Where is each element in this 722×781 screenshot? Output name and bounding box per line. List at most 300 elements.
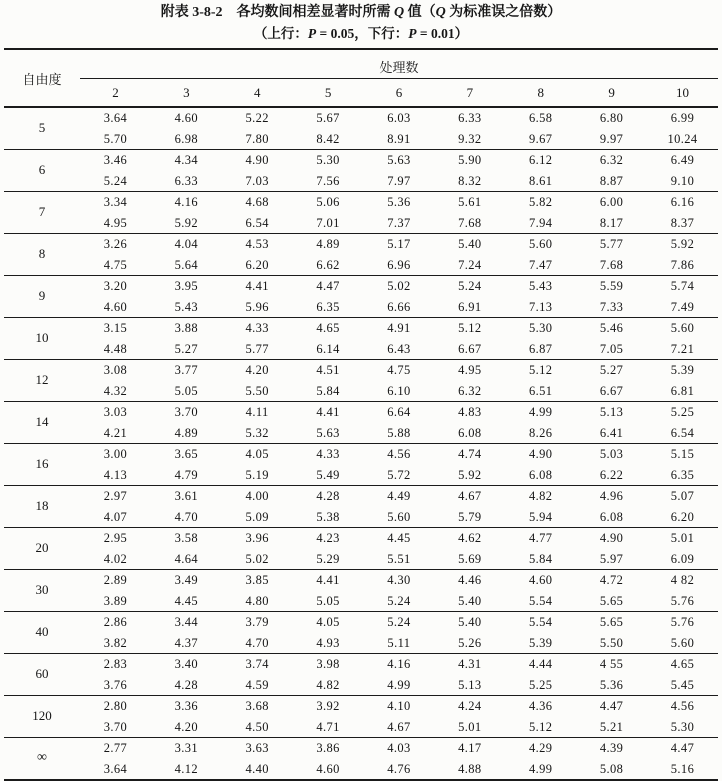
q-value-cell: 6.54 bbox=[670, 425, 695, 440]
q-value-cell: 7.94 bbox=[528, 215, 553, 230]
q-value-cell: 5.21 bbox=[599, 719, 624, 734]
q-value-cell: 5.01 bbox=[647, 528, 718, 549]
q-value-cell: 8.37 bbox=[670, 215, 695, 230]
q-value-cell: 4.60 bbox=[103, 299, 128, 314]
q-value-cell: 4.95 bbox=[103, 215, 128, 230]
q-value-cell: 4.95 bbox=[434, 360, 505, 381]
q-value-cell: 8.87 bbox=[599, 173, 624, 188]
q-value-cell: 5.76 bbox=[670, 593, 695, 608]
q-value-cell: 3.46 bbox=[80, 150, 151, 171]
italic-symbol: Q bbox=[394, 5, 405, 20]
q-value-cell: 5.40 bbox=[434, 234, 505, 255]
table-header bbox=[4, 49, 718, 107]
q-value-cell: 3.65 bbox=[151, 444, 222, 465]
q-value-cell: 6.96 bbox=[387, 257, 411, 272]
df-cell: 18 bbox=[4, 486, 80, 528]
q-value-cell: 5.50 bbox=[599, 635, 624, 650]
q-value-cell: 5.32 bbox=[245, 425, 269, 440]
q-value-cell: 5.01 bbox=[458, 719, 482, 734]
df-cell: 20 bbox=[4, 528, 80, 570]
q-value-cell: 5.02 bbox=[245, 551, 269, 566]
q-value-cell: 8.42 bbox=[316, 131, 340, 146]
q-value-cell: 6.43 bbox=[387, 341, 411, 356]
q-value-cell: 4.47 bbox=[576, 696, 647, 717]
q-value-cell: 5.67 bbox=[293, 107, 364, 129]
q-value-cell: 4.41 bbox=[293, 570, 364, 591]
q-value-cell: 9.67 bbox=[528, 131, 553, 146]
q-value-cell: 5.92 bbox=[458, 467, 482, 482]
q-value-cell: 5.94 bbox=[528, 509, 553, 524]
q-value-cell: 6.51 bbox=[528, 383, 553, 398]
q-value-cell: 2.89 bbox=[80, 570, 151, 591]
q-value-cell: 7.68 bbox=[599, 257, 624, 272]
q-value-cell: 4.00 bbox=[222, 486, 293, 507]
q-value-cell: 5.13 bbox=[576, 402, 647, 423]
q-value-cell: 4.67 bbox=[434, 486, 505, 507]
q-value-cell: 3.88 bbox=[151, 318, 222, 339]
q-value-table bbox=[4, 48, 718, 781]
q-value-cell: 4.21 bbox=[103, 425, 128, 440]
q-value-cell: 3.58 bbox=[151, 528, 222, 549]
header-row-top bbox=[4, 49, 718, 79]
q-value-cell: 4.72 bbox=[576, 570, 647, 591]
q-value-cell: 4.41 bbox=[222, 276, 293, 297]
q-value-cell: 5.36 bbox=[599, 677, 624, 692]
q-value-cell: 5.17 bbox=[364, 234, 435, 255]
table-body bbox=[4, 107, 718, 780]
row-df-16-p05 bbox=[4, 444, 718, 465]
q-value-cell: 3.79 bbox=[222, 612, 293, 633]
q-value-cell: 4.46 bbox=[434, 570, 505, 591]
italic-symbol: P bbox=[408, 26, 417, 41]
q-value-cell: 4.05 bbox=[222, 444, 293, 465]
q-value-cell: 4.28 bbox=[174, 677, 199, 692]
row-df-∞-p05 bbox=[4, 738, 718, 759]
q-value-cell: 6.09 bbox=[670, 551, 695, 566]
q-value-cell: 4.71 bbox=[316, 719, 340, 734]
q-value-cell: 5.84 bbox=[316, 383, 340, 398]
q-value-cell: 5.30 bbox=[670, 719, 695, 734]
q-value-cell: 3.08 bbox=[80, 360, 151, 381]
q-value-cell: 7.33 bbox=[599, 299, 624, 314]
q-value-cell: 5.12 bbox=[528, 719, 553, 734]
q-value-cell: 5.54 bbox=[505, 612, 576, 633]
row-df-∞-p01 bbox=[4, 759, 718, 781]
df-cell: 120 bbox=[4, 696, 80, 738]
q-value-cell: 5.02 bbox=[364, 276, 435, 297]
row-df-40-p01 bbox=[4, 633, 718, 654]
row-df-30-p01 bbox=[4, 591, 718, 612]
q-value-cell: 5.43 bbox=[174, 299, 199, 314]
q-value-cell: 4.07 bbox=[103, 509, 128, 524]
q-value-cell: 3.26 bbox=[80, 234, 151, 255]
q-value-cell: 6.80 bbox=[576, 107, 647, 129]
q-value-cell: 5.54 bbox=[528, 593, 553, 608]
df-cell: 12 bbox=[4, 360, 80, 402]
q-value-cell: 4.16 bbox=[151, 192, 222, 213]
q-value-cell: 3.20 bbox=[80, 276, 151, 297]
q-value-cell: 5.92 bbox=[647, 234, 718, 255]
q-value-cell: 4.47 bbox=[647, 738, 718, 759]
q-value-cell: 9.10 bbox=[670, 173, 695, 188]
q-value-cell: 4.99 bbox=[387, 677, 411, 692]
df-cell: 16 bbox=[4, 444, 80, 486]
q-value-cell: 4.70 bbox=[245, 635, 269, 650]
q-value-cell: 4.90 bbox=[576, 528, 647, 549]
q-value-cell: 5.60 bbox=[505, 234, 576, 255]
q-value-cell: 3.64 bbox=[103, 761, 128, 776]
q-value-cell: 3.61 bbox=[151, 486, 222, 507]
q-value-cell: 5.65 bbox=[599, 593, 624, 608]
q-value-cell: 4.28 bbox=[293, 486, 364, 507]
q-value-cell: 2.95 bbox=[80, 528, 151, 549]
q-value-cell: 4.10 bbox=[364, 696, 435, 717]
q-value-cell: 6.16 bbox=[647, 192, 718, 213]
df-cell: 40 bbox=[4, 612, 80, 654]
q-value-cell: 4.82 bbox=[316, 677, 340, 692]
q-value-cell: 5.92 bbox=[174, 215, 199, 230]
q-value-cell: 5.96 bbox=[245, 299, 269, 314]
q-value-cell: 5.88 bbox=[387, 425, 411, 440]
q-value-cell: 5.60 bbox=[647, 318, 718, 339]
q-value-cell: 5.27 bbox=[576, 360, 647, 381]
q-value-cell: 7.56 bbox=[316, 173, 340, 188]
q-value-cell: 5.24 bbox=[103, 173, 128, 188]
col-header-6: 6 bbox=[364, 79, 435, 108]
q-value-cell: 5.30 bbox=[505, 318, 576, 339]
df-cell: 7 bbox=[4, 192, 80, 234]
q-value-cell: 4.88 bbox=[458, 761, 482, 776]
q-value-cell: 5.03 bbox=[576, 444, 647, 465]
df-cell: 9 bbox=[4, 276, 80, 318]
q-value-cell: 5.69 bbox=[458, 551, 482, 566]
q-value-cell: 9.32 bbox=[458, 131, 482, 146]
q-value-cell: 4.60 bbox=[151, 107, 222, 129]
italic-symbol: P bbox=[307, 26, 317, 41]
q-value-cell: 5.51 bbox=[387, 551, 411, 566]
q-value-cell: 4.30 bbox=[364, 570, 435, 591]
q-value-cell: 4.11 bbox=[222, 402, 293, 423]
q-value-cell: 5.61 bbox=[434, 192, 505, 213]
q-value-cell: 5.24 bbox=[387, 593, 411, 608]
q-value-cell: 2.80 bbox=[80, 696, 151, 717]
q-value-cell: 6.00 bbox=[576, 192, 647, 213]
text-run: 为标准误之倍数） bbox=[445, 5, 562, 20]
q-value-cell: 6.91 bbox=[458, 299, 482, 314]
q-value-cell: 4.20 bbox=[222, 360, 293, 381]
q-value-cell: 4.47 bbox=[293, 276, 364, 297]
q-value-cell: 7.24 bbox=[458, 257, 482, 272]
q-value-cell: 4 55 bbox=[576, 654, 647, 675]
row-df-12-p05 bbox=[4, 360, 718, 381]
q-value-cell: 2.97 bbox=[80, 486, 151, 507]
q-value-cell: 5.45 bbox=[670, 677, 695, 692]
row-df-10-p05 bbox=[4, 318, 718, 339]
q-value-cell: 4.89 bbox=[293, 234, 364, 255]
q-value-cell: 8.17 bbox=[599, 215, 624, 230]
q-value-cell: 6.54 bbox=[245, 215, 269, 230]
q-value-cell: 9.97 bbox=[599, 131, 624, 146]
q-value-cell: 4.49 bbox=[364, 486, 435, 507]
q-value-cell: 6.33 bbox=[174, 173, 199, 188]
q-value-cell: 4.80 bbox=[245, 593, 269, 608]
q-value-cell: 3.49 bbox=[151, 570, 222, 591]
df-cell: 6 bbox=[4, 150, 80, 192]
q-value-cell: 5.72 bbox=[387, 467, 411, 482]
q-value-cell: 4.91 bbox=[364, 318, 435, 339]
q-value-cell: 6.22 bbox=[599, 467, 624, 482]
q-value-cell: 6.67 bbox=[458, 341, 482, 356]
q-value-cell: 4.40 bbox=[245, 761, 269, 776]
q-value-cell: 5.50 bbox=[245, 383, 269, 398]
q-value-cell: 5.90 bbox=[434, 150, 505, 171]
row-df-7-p05 bbox=[4, 192, 718, 213]
q-value-cell: 3.63 bbox=[222, 738, 293, 759]
q-value-cell: 6.62 bbox=[316, 257, 340, 272]
q-value-cell: 4.33 bbox=[293, 444, 364, 465]
q-value-cell: 5.49 bbox=[316, 467, 340, 482]
df-header: 自由度 bbox=[4, 49, 80, 107]
q-value-cell: 4.65 bbox=[293, 318, 364, 339]
q-value-cell: 5.06 bbox=[293, 192, 364, 213]
q-value-cell: 6.33 bbox=[434, 107, 505, 129]
q-value-cell: 5.26 bbox=[458, 635, 482, 650]
q-value-cell: 8.26 bbox=[528, 425, 553, 440]
q-value-cell: 4.12 bbox=[174, 761, 199, 776]
q-value-cell: 3.92 bbox=[293, 696, 364, 717]
q-value-cell: 4.79 bbox=[174, 467, 199, 482]
q-value-cell: 4.90 bbox=[222, 150, 293, 171]
q-value-cell: 3.89 bbox=[103, 593, 128, 608]
q-value-cell: 4.16 bbox=[364, 654, 435, 675]
q-value-cell: 6.03 bbox=[364, 107, 435, 129]
q-value-cell: 3.76 bbox=[103, 677, 128, 692]
q-value-cell: 3.34 bbox=[80, 192, 151, 213]
q-value-cell: 4.41 bbox=[293, 402, 364, 423]
q-value-cell: 5.09 bbox=[245, 509, 269, 524]
q-value-cell: 5.40 bbox=[434, 612, 505, 633]
q-value-cell: 5.63 bbox=[316, 425, 340, 440]
q-value-cell: 4.59 bbox=[245, 677, 269, 692]
italic-symbol: Q bbox=[435, 5, 446, 20]
q-value-cell: 4.62 bbox=[434, 528, 505, 549]
q-value-cell: 6.58 bbox=[505, 107, 576, 129]
row-df-10-p01 bbox=[4, 339, 718, 360]
text-run: （上行： bbox=[253, 26, 308, 41]
q-value-cell: 5.59 bbox=[576, 276, 647, 297]
q-value-cell: 6.32 bbox=[576, 150, 647, 171]
q-value-cell: 6.35 bbox=[670, 467, 695, 482]
q-value-cell: 5.46 bbox=[576, 318, 647, 339]
q-value-cell: 3.70 bbox=[151, 402, 222, 423]
q-value-cell: 5.13 bbox=[458, 677, 482, 692]
q-value-cell: 4.04 bbox=[151, 234, 222, 255]
q-value-cell: 6.87 bbox=[528, 341, 553, 356]
q-value-cell: 3.03 bbox=[80, 402, 151, 423]
q-value-cell: 7.03 bbox=[245, 173, 269, 188]
row-df-14-p01 bbox=[4, 423, 718, 444]
q-value-cell: 4.75 bbox=[364, 360, 435, 381]
row-df-8-p05 bbox=[4, 234, 718, 255]
row-df-120-p05 bbox=[4, 696, 718, 717]
text-run: = 0.05，下行： bbox=[316, 26, 409, 41]
header-row-columns bbox=[4, 79, 718, 108]
q-value-cell: 5.97 bbox=[599, 551, 624, 566]
q-value-cell: 4.56 bbox=[364, 444, 435, 465]
q-value-cell: 5.24 bbox=[434, 276, 505, 297]
q-value-cell: 3.85 bbox=[222, 570, 293, 591]
q-value-cell: 6.20 bbox=[670, 509, 695, 524]
q-value-cell: 5.79 bbox=[458, 509, 482, 524]
q-value-cell: 4.05 bbox=[293, 612, 364, 633]
q-value-cell: 4.68 bbox=[222, 192, 293, 213]
q-value-cell: 3.70 bbox=[103, 719, 128, 734]
row-df-18-p01 bbox=[4, 507, 718, 528]
q-value-cell: 4.31 bbox=[434, 654, 505, 675]
text-run: 值（ bbox=[404, 5, 436, 20]
df-cell: 10 bbox=[4, 318, 80, 360]
q-value-cell: 4.96 bbox=[576, 486, 647, 507]
q-value-cell: 5.74 bbox=[647, 276, 718, 297]
col-header-7: 7 bbox=[434, 79, 505, 108]
q-value-cell: 4.67 bbox=[387, 719, 411, 734]
q-value-cell: 5.40 bbox=[458, 593, 482, 608]
q-value-cell: 4.93 bbox=[316, 635, 340, 650]
q-value-cell: 6.98 bbox=[174, 131, 199, 146]
df-cell: 14 bbox=[4, 402, 80, 444]
q-value-cell: 3.40 bbox=[151, 654, 222, 675]
q-value-cell: 7.21 bbox=[670, 341, 695, 356]
q-value-cell: 5.27 bbox=[174, 341, 199, 356]
row-df-18-p05 bbox=[4, 486, 718, 507]
q-value-cell: 3.74 bbox=[222, 654, 293, 675]
q-value-cell: 7.05 bbox=[599, 341, 624, 356]
q-value-cell: 4.02 bbox=[103, 551, 128, 566]
q-value-cell: 6.35 bbox=[316, 299, 340, 314]
q-value-cell: 7.01 bbox=[316, 215, 340, 230]
q-value-cell: 5.19 bbox=[245, 467, 269, 482]
df-cell: ∞ bbox=[4, 738, 80, 781]
df-cell: 60 bbox=[4, 654, 80, 696]
q-value-cell: 6.12 bbox=[505, 150, 576, 171]
q-value-cell: 4.29 bbox=[505, 738, 576, 759]
q-value-cell: 8.91 bbox=[387, 131, 411, 146]
q-value-cell: 7.49 bbox=[670, 299, 695, 314]
q-value-cell: 2.83 bbox=[80, 654, 151, 675]
col-header-2: 2 bbox=[80, 79, 151, 108]
q-value-cell: 4.65 bbox=[647, 654, 718, 675]
q-value-cell: 3.44 bbox=[151, 612, 222, 633]
q-value-cell: 4.34 bbox=[151, 150, 222, 171]
q-value-cell: 4.89 bbox=[174, 425, 199, 440]
q-value-cell: 4.82 bbox=[505, 486, 576, 507]
q-value-cell: 4.24 bbox=[434, 696, 505, 717]
q-value-cell: 7.68 bbox=[458, 215, 482, 230]
q-value-cell: 4.77 bbox=[505, 528, 576, 549]
q-value-cell: 6.66 bbox=[387, 299, 411, 314]
q-value-cell: 6.67 bbox=[599, 383, 624, 398]
q-value-cell: 3.64 bbox=[80, 107, 151, 129]
q-value-cell: 4.60 bbox=[316, 761, 340, 776]
row-df-12-p01 bbox=[4, 381, 718, 402]
q-value-cell: 5.60 bbox=[670, 635, 695, 650]
q-value-cell: 5.38 bbox=[316, 509, 340, 524]
col-header-4: 4 bbox=[222, 79, 293, 108]
q-value-cell: 5.39 bbox=[647, 360, 718, 381]
q-value-cell: 3.95 bbox=[151, 276, 222, 297]
q-value-cell: 2.77 bbox=[80, 738, 151, 759]
row-df-60-p05 bbox=[4, 654, 718, 675]
q-value-cell: 4.13 bbox=[103, 467, 128, 482]
q-value-cell: 8.61 bbox=[528, 173, 553, 188]
q-value-cell: 4.45 bbox=[364, 528, 435, 549]
q-value-cell: 6.08 bbox=[458, 425, 482, 440]
q-value-cell: 3.68 bbox=[222, 696, 293, 717]
row-df-20-p01 bbox=[4, 549, 718, 570]
q-value-cell: 3.86 bbox=[293, 738, 364, 759]
q-value-cell: 8.32 bbox=[458, 173, 482, 188]
col-header-9: 9 bbox=[576, 79, 647, 108]
q-value-cell: 3.31 bbox=[151, 738, 222, 759]
q-value-cell: 6.32 bbox=[458, 383, 482, 398]
q-value-cell: 4.23 bbox=[293, 528, 364, 549]
row-df-60-p01 bbox=[4, 675, 718, 696]
q-value-cell: 5.70 bbox=[103, 131, 128, 146]
q-value-cell: 6.20 bbox=[245, 257, 269, 272]
q-value-cell: 4.48 bbox=[103, 341, 128, 356]
row-df-40-p05 bbox=[4, 612, 718, 633]
q-value-cell: 5.25 bbox=[528, 677, 553, 692]
q-value-cell: 5.76 bbox=[647, 612, 718, 633]
df-cell: 8 bbox=[4, 234, 80, 276]
q-value-cell: 7.13 bbox=[528, 299, 553, 314]
row-df-16-p01 bbox=[4, 465, 718, 486]
row-df-8-p01 bbox=[4, 255, 718, 276]
q-value-cell: 5.11 bbox=[387, 635, 411, 650]
q-value-cell: 5.63 bbox=[364, 150, 435, 171]
q-value-cell: 6.64 bbox=[364, 402, 435, 423]
col-header-10: 10 bbox=[647, 79, 718, 108]
q-value-cell: 4.39 bbox=[576, 738, 647, 759]
row-df-5-p01 bbox=[4, 129, 718, 150]
col-header-8: 8 bbox=[505, 79, 576, 108]
q-value-cell: 4.36 bbox=[505, 696, 576, 717]
df-cell: 30 bbox=[4, 570, 80, 612]
q-value-cell: 6.41 bbox=[599, 425, 624, 440]
row-df-30-p05 bbox=[4, 570, 718, 591]
col-header-3: 3 bbox=[151, 79, 222, 108]
q-value-cell: 5.64 bbox=[174, 257, 199, 272]
q-value-cell: 5.77 bbox=[245, 341, 269, 356]
q-value-cell: 3.77 bbox=[151, 360, 222, 381]
q-value-cell: 5.43 bbox=[505, 276, 576, 297]
q-value-cell: 4.90 bbox=[505, 444, 576, 465]
q-value-cell: 4.99 bbox=[528, 761, 553, 776]
treatments-header: 处理数 bbox=[80, 49, 718, 79]
q-value-cell: 5.30 bbox=[293, 150, 364, 171]
q-value-cell: 2.86 bbox=[80, 612, 151, 633]
row-df-14-p05 bbox=[4, 402, 718, 423]
q-value-cell: 7.97 bbox=[387, 173, 411, 188]
row-df-6-p01 bbox=[4, 171, 718, 192]
q-value-cell: 3.00 bbox=[80, 444, 151, 465]
q-value-cell: 5.60 bbox=[387, 509, 411, 524]
q-value-cell: 4.51 bbox=[293, 360, 364, 381]
q-value-cell: 4.50 bbox=[245, 719, 269, 734]
q-value-cell: 4.74 bbox=[434, 444, 505, 465]
q-value-cell: 4.03 bbox=[364, 738, 435, 759]
q-value-cell: 5.84 bbox=[528, 551, 553, 566]
